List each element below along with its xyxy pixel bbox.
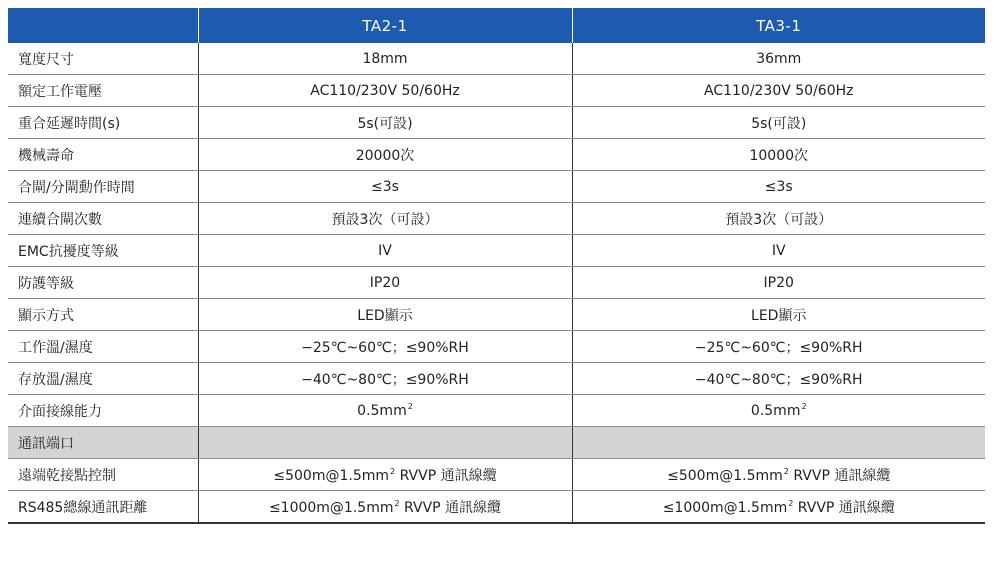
row-value-ta3: LED顯示 [572, 299, 985, 331]
value-text-suffix: RVVP 通訊線纜 [793, 499, 895, 516]
spec-table [8, 8, 985, 524]
header-empty-cell [8, 8, 198, 43]
row-value-ta3: −40℃~80℃；≤90%RH [572, 363, 985, 395]
row-value-ta3: 10000次 [572, 139, 985, 171]
row-label: 存放溫/濕度 [8, 363, 198, 395]
superscript: 2 [390, 466, 396, 476]
row-label: 顯示方式 [8, 299, 198, 331]
row-label: 重合延遲時間(s) [8, 107, 198, 139]
value-text-suffix: RVVP 通訊線纜 [399, 499, 502, 516]
table-row [8, 43, 985, 75]
row-value-ta2: −40℃~80℃；≤90%RH [198, 363, 572, 395]
value-text: ≤500m@1.5mm [273, 467, 390, 484]
value-text-suffix: RVVP 通訊線纜 [788, 467, 891, 484]
row-value-ta3 [572, 459, 985, 491]
row-value-ta3: IP20 [572, 267, 985, 299]
row-value-ta3: 36mm [572, 43, 985, 75]
header-model-ta2-1: TA2-1 [198, 8, 572, 43]
header-model-ta3-1: TA3-1 [572, 8, 985, 43]
row-value-ta2: LED顯示 [198, 299, 572, 331]
value-text: ≤500m@1.5mm [667, 467, 783, 484]
table-row [8, 459, 985, 491]
row-label: RS485總線通訊距離 [8, 491, 198, 524]
row-label: 寬度尺寸 [8, 43, 198, 75]
row-value-ta2: 20000次 [198, 139, 572, 171]
section-empty-cell [198, 427, 572, 459]
table-row [8, 203, 985, 235]
table-row [8, 107, 985, 139]
superscript: 2 [394, 498, 400, 508]
row-value-ta2: −25℃~60℃；≤90%RH [198, 331, 572, 363]
row-value-ta3: 5s(可設) [572, 107, 985, 139]
table-row [8, 139, 985, 171]
table-row [8, 395, 985, 427]
row-value-ta3 [572, 491, 985, 524]
row-value-ta3: IV [572, 235, 985, 267]
row-value-ta3: ≤3s [572, 171, 985, 203]
section-row [8, 427, 985, 459]
value-text: ≤1000m@1.5mm [268, 499, 394, 516]
row-value-ta3: AC110/230V 50/60Hz [572, 75, 985, 107]
row-label: 介面接線能力 [8, 395, 198, 427]
row-label: 機械壽命 [8, 139, 198, 171]
table-row [8, 299, 985, 331]
superscript: 2 [801, 402, 807, 411]
row-label: 防護等級 [8, 267, 198, 299]
value-text: ≤1000m@1.5mm [662, 499, 788, 516]
value-text: 0.5mm [750, 403, 801, 419]
table-row [8, 235, 985, 267]
table-row [8, 491, 985, 524]
table-row [8, 267, 985, 299]
row-value-ta2 [198, 459, 572, 491]
row-value-ta2: IP20 [198, 267, 572, 299]
section-empty-cell [572, 427, 985, 459]
row-label: EMC抗擾度等級 [8, 235, 198, 267]
superscript: 2 [783, 466, 789, 476]
table-row [8, 363, 985, 395]
row-value-ta2: 5s(可設) [198, 107, 572, 139]
row-label: 連續合閘次數 [8, 203, 198, 235]
header-row [8, 8, 985, 43]
value-text: 0.5mm [357, 403, 407, 419]
row-label: 額定工作電壓 [8, 75, 198, 107]
row-value-ta3: −25℃~60℃；≤90%RH [572, 331, 985, 363]
table-row [8, 331, 985, 363]
table-row [8, 171, 985, 203]
superscript: 2 [407, 402, 413, 411]
row-value-ta3: 預設3次（可設） [572, 203, 985, 235]
value-text-suffix: RVVP 通訊線纜 [395, 467, 497, 484]
superscript: 2 [788, 498, 794, 508]
table-row [8, 75, 985, 107]
section-label: 通訊端口 [8, 427, 198, 459]
row-value-ta2 [198, 491, 572, 524]
row-label: 遠端乾接點控制 [8, 459, 198, 491]
row-value-ta2: ≤3s [198, 171, 572, 203]
row-value-ta2: 預設3次（可設） [198, 203, 572, 235]
row-value-ta2: IV [198, 235, 572, 267]
row-value-ta2: 18mm [198, 43, 572, 75]
row-value-ta2 [198, 395, 572, 427]
row-label: 合閘/分閘動作時間 [8, 171, 198, 203]
row-value-ta3 [572, 395, 985, 427]
row-label: 工作溫/濕度 [8, 331, 198, 363]
row-value-ta2: AC110/230V 50/60Hz [198, 75, 572, 107]
